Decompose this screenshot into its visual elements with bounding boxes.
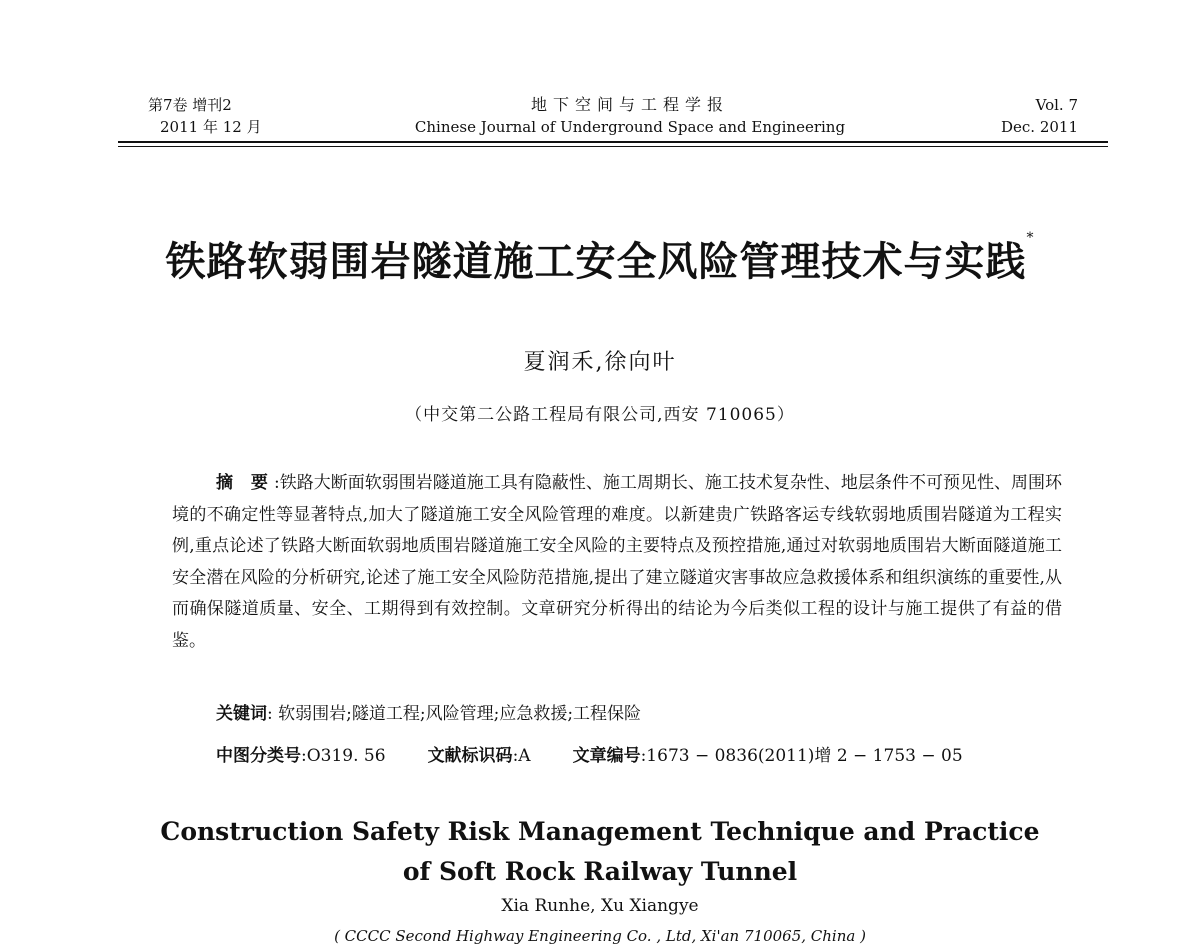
- paper-title-en-line1: Construction Safety Risk Management Technique and Practice: [160, 817, 1040, 846]
- paper-title-en: [0, 812, 1200, 892]
- paper-title-cn: [0, 230, 1200, 287]
- abstract-cn: [172, 468, 1062, 657]
- journal-volume-info: [148, 94, 262, 138]
- paper-title-cn-text: 铁路软弱围岩隧道施工安全风险管理技术与实践: [165, 238, 1027, 285]
- date-cn: 2011 年 12 月: [160, 118, 262, 136]
- keywords-text: : 软弱围岩;隧道工程;风险管理;应急救援;工程保险: [267, 704, 642, 724]
- doc-code-label: 文献标识码: [427, 746, 513, 766]
- header-rule-thin: [118, 146, 1108, 147]
- abstract-text: :铁路大断面软弱围岩隧道施工具有隐蔽性、施工周期长、施工技术复杂性、地层条件不可预见性、周围环境的不确定性等显著特点,加大了隧道施工安全风险管理的难度。以新建贵广铁路客运专线软弱地质围岩隧道为工程实例,重点论述了铁路大断面软弱地质围岩隧道施工安全风险的主要特点及预控措施,通过对软弱地质围岩大断面隧道施工安全潜在风险的分析研究,论述了施工安全风险防范措施,提出了建立隧道灾害事故应急救援体系和组织演练的重要性,从而确保隧道质量、安全、工期得到有效控制。文章研究分析得出的结论为今后类似工程的设计与施工提供了有益的借鉴。: [172, 473, 1063, 651]
- journal-name-en: Chinese Journal of Underground Space and Engineering: [414, 118, 846, 136]
- volume-cn: 第7卷 增刊2: [148, 96, 232, 114]
- journal-volume-en: [1001, 94, 1078, 138]
- abstract-label: 摘 要: [216, 473, 274, 493]
- keywords-cn: [216, 702, 1062, 726]
- article-no-value: :1673 − 0836(2011)增 2 − 1753 − 05: [640, 746, 963, 766]
- header-rule-thick: [118, 141, 1108, 143]
- keywords-label: 关键词: [216, 704, 267, 724]
- title-footnote-mark: *: [1026, 230, 1035, 246]
- journal-name-cn: 地下空间与工程学报: [530, 95, 729, 114]
- clc-label: 中图分类号: [216, 746, 301, 766]
- paper-title-en-line2: of Soft Rock Railway Tunnel: [402, 857, 798, 886]
- affiliation-en: ( CCCC Second Highway Engineering Co. , Ltd, Xi'an 710065, China ): [334, 927, 866, 945]
- affiliation-cn: （中交第二公路工程局有限公司,西安 710065）: [405, 405, 795, 425]
- volume-en: Vol. 7: [1035, 96, 1078, 114]
- classification-line: [216, 744, 1096, 768]
- article-no-label: 文章编号: [572, 746, 641, 766]
- authors-en: Xia Runhe, Xu Xiangye: [501, 896, 699, 916]
- authors-cn: 夏润禾,徐向叶: [523, 350, 677, 375]
- doc-code-value: :A: [512, 746, 531, 766]
- clc-value: :O319. 56: [301, 746, 386, 766]
- date-en: Dec. 2011: [1000, 118, 1078, 136]
- journal-name: [400, 94, 860, 138]
